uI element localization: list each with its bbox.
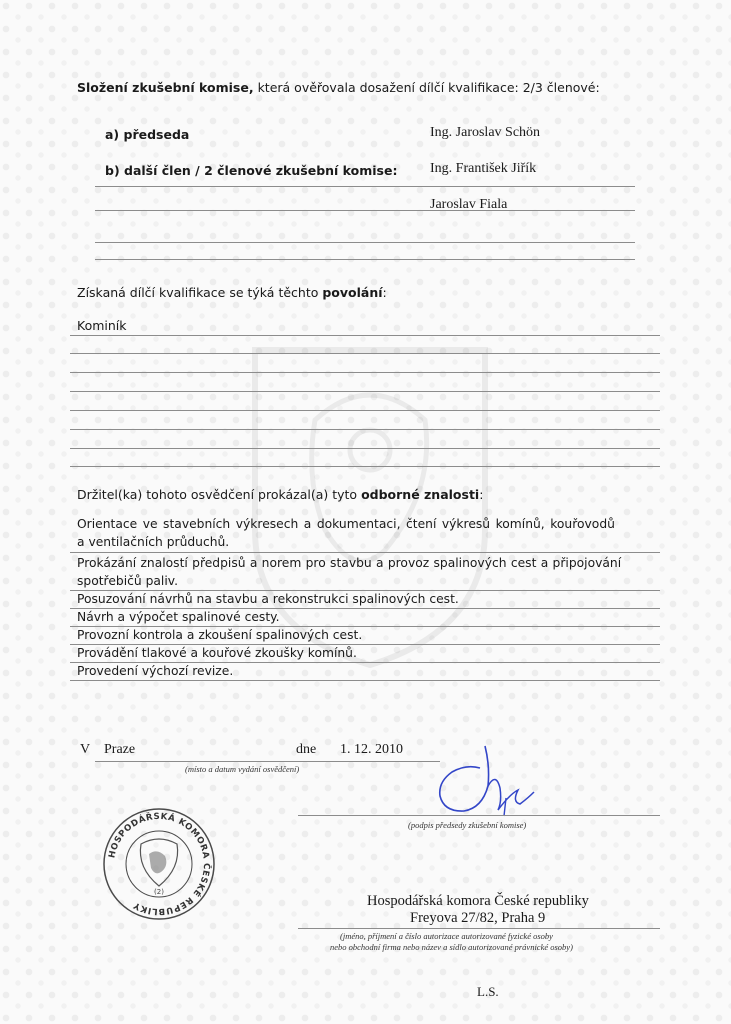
ruled-line [70,372,660,373]
knowledge-line: Orientace ve stavebních výkresech a dokumentaci, čtení výkresů komínů, kouřovodů [77,517,615,531]
ruled-line [95,210,635,211]
ruled-line [70,335,660,336]
ruled-line [70,410,660,411]
knowledge-line: a ventilačních průduchů. [77,535,230,549]
stamp-number: (2) [154,888,164,896]
ruled-line [70,353,660,354]
ruled-line [70,429,660,430]
professions-heading [77,285,387,300]
profession-item: Kominík [77,318,127,333]
ruled-line [95,242,635,243]
stamp-ring-text [99,806,219,922]
member-name: Ing. František Jiřík [430,161,537,176]
professions-heading-colon: : [382,285,387,300]
place-date-caption: (místo a datum vydání osvědčení) [185,764,300,774]
ruled-line [95,259,635,260]
ruled-line [70,466,660,467]
ruled-line [70,644,660,645]
member-label: b) další člen / 2 členové zkušební komise: [105,163,398,178]
ruled-line [70,448,660,449]
ruled-line [70,680,660,681]
place-value: Praze [104,742,136,757]
issuer-name: Hospodářská komora České republiky [367,893,589,909]
chair-label: a) předseda [105,127,190,142]
knowledge-line: Posuzování návrhů na stavbu a rekonstrukci spalinových cest. [77,592,459,606]
issuer-address: Freyova 27/82, Praha 9 [410,910,546,926]
knowledge-heading-bold: odborné znalosti [361,487,480,502]
professions-heading-rest: Získaná dílčí kvalifikace se týká těchto [77,285,323,300]
date-label: dne [296,742,317,757]
committee-heading [77,80,600,95]
ruled-line [70,590,660,591]
date-value: 1. 12. 2010 [340,742,403,757]
committee-heading-rest: která ověřovala dosažení dílčí kvalifikace: 2/3 členové: [253,80,600,95]
ruled-line [70,391,660,392]
knowledge-line: Provádění tlakové a kouřové zkoušky komínů. [77,646,357,660]
committee-heading-bold: Složení zkušební komise, [77,80,254,95]
ruled-line [70,608,660,609]
knowledge-line: Prokázání znalostí předpisů a norem pro stavbu a provoz spalinových cest a připojování [77,556,622,570]
chair-name: Ing. Jaroslav Schön [430,125,541,140]
knowledge-line: Návrh a výpočet spalinové cesty. [77,610,280,624]
svg-text:HOSPODÁŘSKÁ KOMORA ČESKÉ REPUB [107,810,213,916]
knowledge-heading-colon: : [479,487,484,502]
ruled-line [95,186,635,187]
member-name: Jaroslav Fiala [430,197,508,212]
professions-heading-bold: povolání [322,285,383,300]
issuer-caption-line1: (jméno, příjmení a číslo autorizace autorizované fyzické osoby [340,931,553,941]
ruled-line [70,626,660,627]
place-v-label: V [80,742,91,757]
ruled-line [70,662,660,663]
issuer-line [298,928,660,929]
knowledge-line: Provozní kontrola a zkoušení spalinových cest. [77,628,363,642]
issuer-caption-line2: nebo obchodní firma nebo název a sídlo autorizované právnické osoby) [330,942,573,952]
knowledge-heading [77,487,483,502]
signature-caption: (podpis předsedy zkušební komise) [408,820,527,830]
knowledge-heading-rest: Držitel(ka) tohoto osvědčení prokázal(a) tyto [77,487,362,502]
stamp-text: HOSPODÁŘSKÁ KOMORA ČESKÉ REPUBLIKY [107,811,212,917]
knowledge-line: Provedení výchozí revize. [77,664,234,678]
ruled-line [70,552,660,553]
signature-line [298,815,660,816]
ls-mark: L.S. [477,984,499,999]
place-date-line [95,761,440,762]
knowledge-line: spotřebičů paliv. [77,574,178,588]
